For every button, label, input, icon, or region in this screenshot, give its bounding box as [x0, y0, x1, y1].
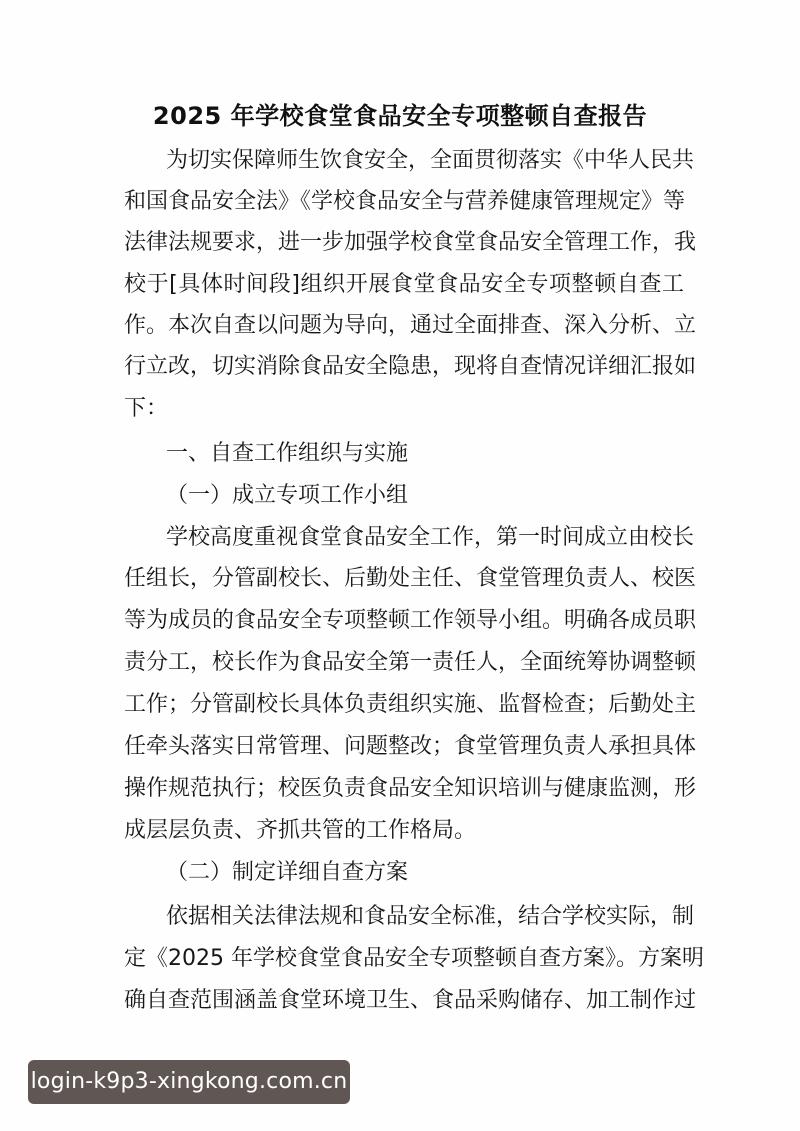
paragraph-line: 为切实保障师生饮食安全，全面贯彻落实《中华人民共 — [166, 148, 695, 173]
section-heading: 一、自查工作组织与实施 — [166, 441, 409, 466]
subsection-heading: （二）制定详细自查方案 — [166, 860, 409, 885]
paragraph-line: 确自查范围涵盖食堂环境卫生、食品采购储存、加工制作过 — [124, 988, 697, 1013]
paragraph-line: 和国食品安全法》《学校食品安全与营养健康管理规定》等 — [124, 189, 686, 214]
document-title: 2025 年学校食堂食品安全专项整顿自查报告 — [152, 102, 648, 130]
paragraph-line: 成层层负责、齐抓共管的工作格局。 — [124, 818, 477, 843]
paragraph-line: 等为成员的食品安全专项整顿工作领导小组。明确各成员职 — [124, 608, 697, 633]
paragraph-line: 责分工，校长作为食品安全第一责任人，全面统筹协调整顿 — [124, 650, 697, 675]
paragraph-line: 行立改，切实消除食品安全隐患，现将自查情况详细汇报如 — [124, 354, 697, 379]
paragraph-line: 下： — [124, 396, 169, 421]
paragraph-line: 依据相关法律法规和食品安全标准，结合学校实际，制 — [166, 904, 695, 929]
paragraph-line: 定《2025 年学校食堂食品安全专项整顿自查方案》。方案明 — [124, 946, 704, 971]
paragraph-line: 法律法规要求，进一步加强学校食堂食品安全管理工作，我 — [124, 230, 697, 255]
watermark-label: login-k9p3-xingkong.com.cn — [28, 1060, 350, 1104]
paragraph-line: 学校高度重视食堂食品安全工作，第一时间成立由校长 — [166, 525, 695, 550]
paragraph-line: 作。本次自查以问题为导向，通过全面排查、深入分析、立 — [124, 313, 697, 338]
paragraph-line: 任牵头落实日常管理、问题整改；食堂管理负责人承担具体 — [124, 734, 697, 759]
subsection-heading: （一）成立专项工作小组 — [166, 483, 409, 508]
paragraph-line: 校于[具体时间段]组织开展食堂食品安全专项整顿自查工 — [124, 272, 684, 297]
paragraph-line: 工作；分管副校长具体负责组织实施、监督检查；后勤处主 — [124, 692, 697, 717]
paragraph-line: 操作规范执行；校医负责食品安全知识培训与健康监测，形 — [124, 776, 697, 801]
paragraph-line: 任组长，分管副校长、后勤处主任、食堂管理负责人、校医 — [124, 566, 697, 591]
